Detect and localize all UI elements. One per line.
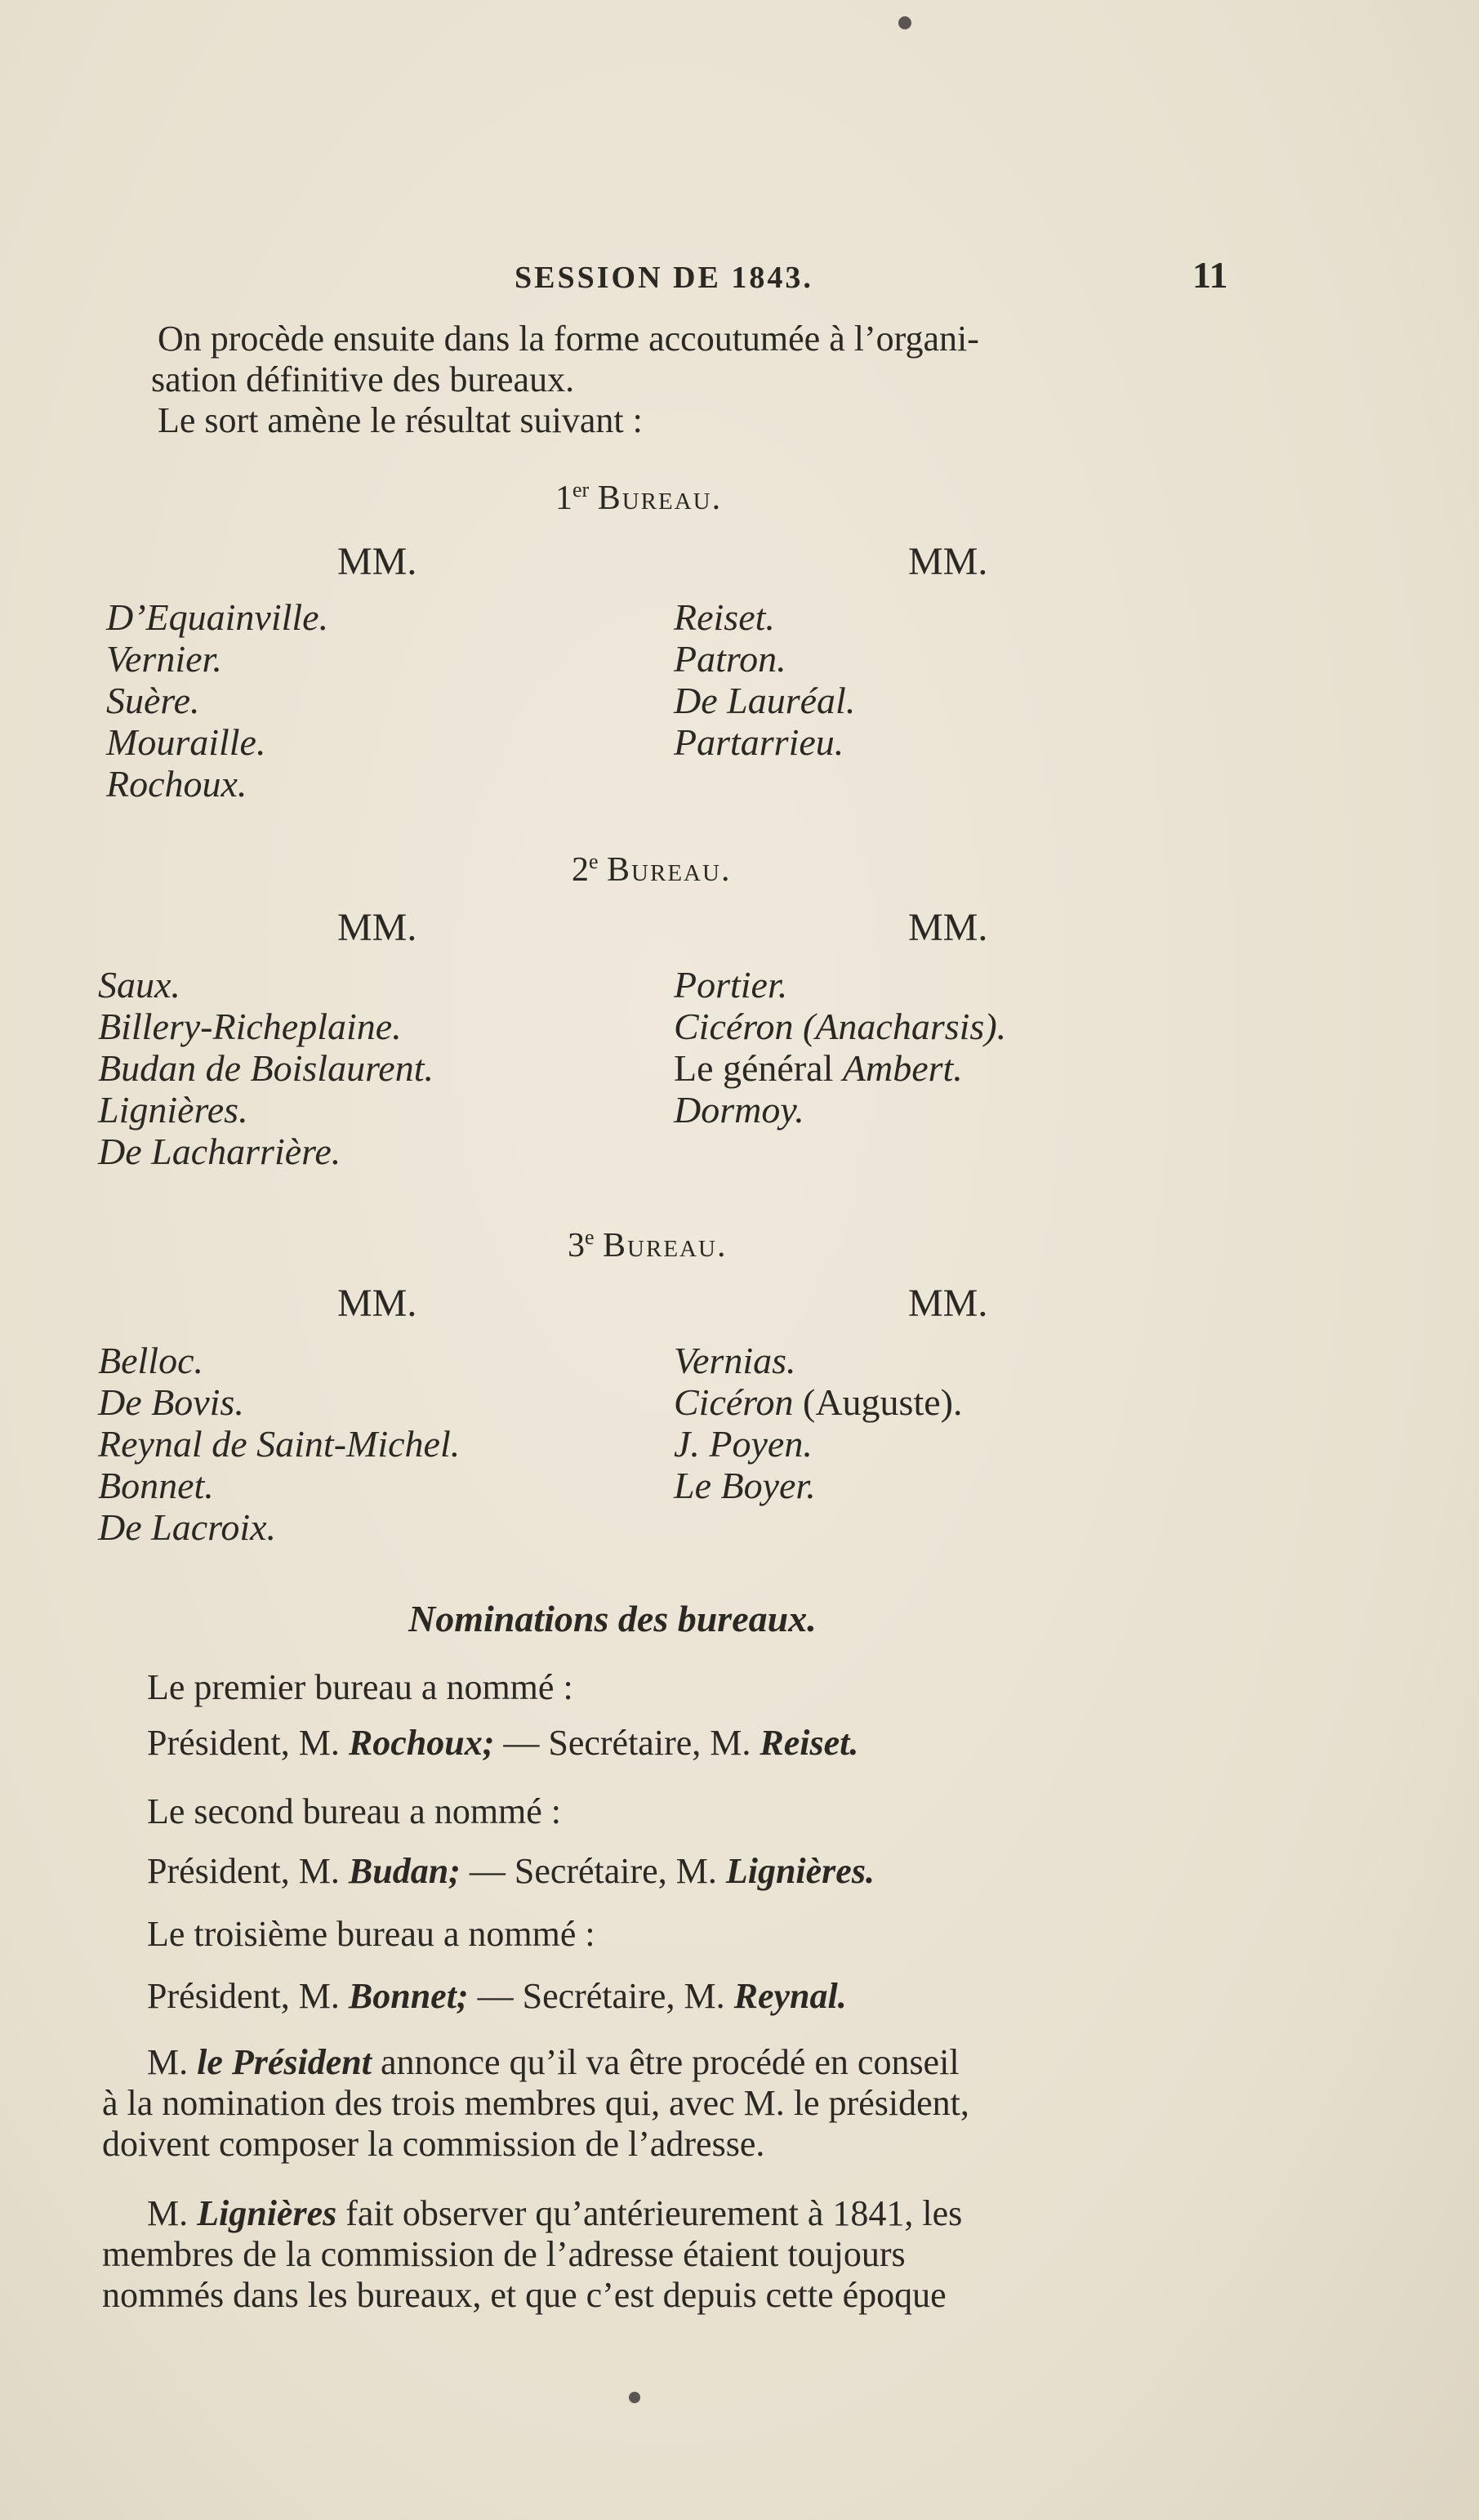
nomination-line-2: Président, M. Rochoux; — Secrétaire, M. Reiset. [147,1723,859,1763]
member-name: Bonnet. [98,1465,214,1506]
bureau-1-heading: 1er Bureau. [555,478,723,517]
member-name: Suère. [106,680,200,721]
member-name: Cicéron (Anacharsis). [674,1006,1007,1047]
member-name: Vernier. [106,638,222,680]
member-name: Lignières. [98,1089,248,1131]
member-name: Budan de Boislaurent. [98,1047,434,1089]
paragraph-line: M. Lignières fait observer qu’antérieurement à 1841, les [147,2193,963,2233]
member-name: Partarrieu. [674,721,844,763]
intro-paragraph [151,319,1278,441]
president-paragraph [102,2042,1237,2165]
bureau-3-mm-left: MM. [337,1282,417,1325]
intro-line-3: Le sort amène le résultat suivant : [158,400,643,440]
member-name: Mouraille. [106,721,266,763]
bureau-1-right-members [674,596,855,763]
nomination-line-5: Le troisième bureau a nommé : [147,1914,595,1954]
member-name: Le Boyer. [674,1465,816,1506]
member-name: Vernias. [674,1340,796,1381]
bureau-2-heading: 2e Bureau. [572,850,732,889]
member-name: Patron. [674,638,786,680]
ink-speck [898,16,911,29]
nomination-line-4: Président, M. Budan; — Secrétaire, M. Lignières. [147,1851,875,1891]
bureau-1-mm-right: MM. [908,540,988,583]
intro-line-1: On procède ensuite dans la forme accoutumée à l’organi- [158,319,979,359]
member-name: De Lauréal. [674,680,856,721]
paragraph-line: nommés dans les bureaux, et que c’est depuis cette époque [102,2275,947,2315]
nomination-line-1: Le premier bureau a nommé : [147,1667,573,1707]
bureau-3-heading: 3e Bureau. [568,1225,728,1264]
member-name: Le général Ambert. [674,1047,963,1089]
member-name: De Lacroix. [98,1506,277,1548]
nomination-line-3: Le second bureau a nommé : [147,1791,562,1831]
bureau-2-right-members [674,964,1006,1131]
bureau-2-left-members [98,964,434,1172]
bureau-2-mm-right: MM. [908,906,988,949]
member-name: Reynal de Saint-Michel. [98,1423,461,1465]
bureau-1-mm-left: MM. [337,540,417,583]
bureau-3-left-members [98,1340,460,1548]
nominations-heading: Nominations des bureaux. [408,1598,817,1639]
paragraph-line: à la nomination des trois membres qui, avec M. le président, [102,2083,969,2123]
member-name: Billery-Richeplaine. [98,1006,402,1047]
member-name: Portier. [674,964,788,1006]
nomination-line-6: Président, M. Bonnet; — Secrétaire, M. Reynal. [147,1976,847,2016]
bureau-1-left-members [106,596,328,805]
member-name: De Bovis. [98,1381,244,1423]
member-name: Reiset. [674,596,775,638]
running-title: SESSION DE 1843. [515,261,813,295]
member-name: Belloc. [98,1340,203,1381]
member-name: Saux. [98,964,180,1006]
page-number: 11 [1192,254,1228,296]
paragraph-line: membres de la commission de l’adresse étaient toujours [102,2234,906,2274]
paragraph-line: M. le Président annonce qu’il va être procédé en conseil [147,2042,960,2082]
member-name: Dormoy. [674,1089,804,1131]
bureau-3-right-members [674,1340,962,1506]
member-name: J. Poyen. [674,1423,813,1465]
intro-line-2: sation définitive des bureaux. [151,359,575,399]
member-name: Rochoux. [106,763,247,805]
member-name: De Lacharrière. [98,1131,341,1172]
ink-speck [629,2392,640,2403]
lignieres-paragraph [102,2193,1237,2316]
member-name: Cicéron (Auguste). [674,1381,963,1423]
bureau-2-mm-left: MM. [337,906,417,949]
paragraph-line: doivent composer la commission de l’adresse. [102,2124,765,2164]
bureau-3-mm-right: MM. [908,1282,988,1325]
member-name: D’Equainville. [106,596,329,638]
